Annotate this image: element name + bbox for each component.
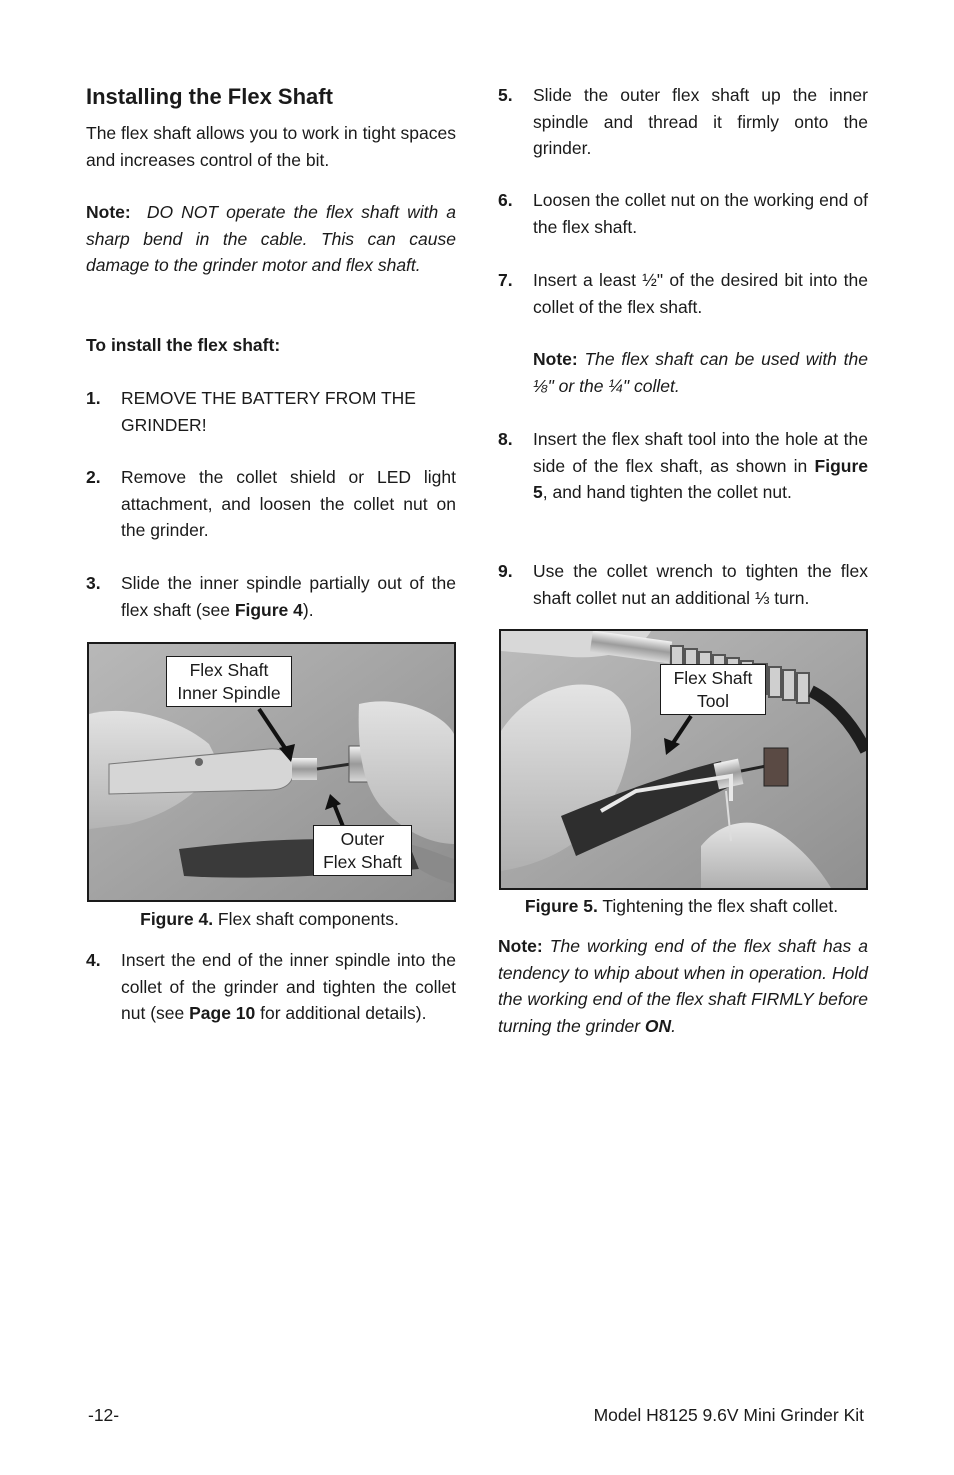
- step-text: Use the collet wrench to tighten the flex shaft collet nut an additional ⅓ turn.: [533, 561, 868, 608]
- step-number: 2.: [86, 467, 101, 487]
- page-number: -12-: [88, 1405, 120, 1425]
- note-text: DO NOT operate the flex shaft with a sharp bend in the cable. This can cause damage to the grinder motor and flex shaft.: [86, 202, 456, 275]
- step-4: [86, 947, 456, 1027]
- step-number: 5.: [498, 85, 513, 105]
- step-9: [498, 558, 868, 611]
- note-label: Note:: [86, 202, 131, 222]
- step-text: Loosen the collet nut on the working end of the flex shaft.: [533, 190, 868, 237]
- callout-flex-shaft-tool: Flex Shaft Tool: [660, 664, 766, 715]
- figure-5-caption: Figure 5. Tightening the flex shaft collet.: [524, 896, 839, 916]
- step-text: Slide the inner spindle partially out of the flex shaft (see Figure 4).: [121, 573, 456, 620]
- step-text: REMOVE THE BATTERY FROM THE GRINDER!: [121, 388, 416, 435]
- install-heading: To install the flex shaft:: [86, 335, 281, 355]
- note-caution: [86, 199, 456, 279]
- note-whip-warning: Note: The working end of the flex shaft has a tendency to whip about when in operation. Hold the working end of the flex shaft FIRMLY before turning the grinder ON.: [498, 936, 869, 1036]
- step-3: [86, 570, 456, 623]
- step-number: 4.: [86, 950, 101, 970]
- step-text: Insert the end of the inner spindle into the collet of the grinder and tighten the collet nut (see Page 10 for additional details).: [121, 950, 456, 1023]
- figure-4-caption: Figure 4. Flex shaft components.: [140, 909, 399, 929]
- step-2: [86, 464, 456, 544]
- model-footer: Model H8125 9.6V Mini Grinder Kit: [593, 1405, 864, 1425]
- step-number: 7.: [498, 270, 513, 290]
- step-5: [498, 82, 868, 162]
- step-7-note: [498, 346, 868, 399]
- figure-5-photo: [499, 629, 868, 890]
- step-7: [498, 267, 868, 320]
- step-text: Slide the outer flex shaft up the inner spindle and thread it firmly onto the grinder.: [533, 85, 868, 158]
- callout-outer-flex-shaft: Outer Flex Shaft: [313, 825, 412, 876]
- step-6: [498, 187, 868, 240]
- step-8: [498, 426, 868, 506]
- step-text: Remove the collet shield or LED light attachment, and loosen the collet nut on the grinder.: [121, 467, 456, 540]
- step-number: 6.: [498, 190, 513, 210]
- step-text: Insert a least ½" of the desired bit into the collet of the flex shaft.: [533, 270, 868, 317]
- section-title: Installing the Flex Shaft: [86, 84, 333, 109]
- intro-paragraph: The flex shaft allows you to work in tight spaces and increases control of the bit.: [86, 123, 456, 170]
- step-number: 3.: [86, 573, 101, 593]
- note-text: Note: The flex shaft can be used with the ⅛" or the ¼" collet.: [533, 349, 868, 396]
- step-number: 1.: [86, 388, 101, 408]
- step-number: 8.: [498, 429, 513, 449]
- step-number: 9.: [498, 561, 513, 581]
- step-text: Insert the flex shaft tool into the hole at the side of the flex shaft, as shown in Figure 5, and hand tighten the collet nut.: [533, 429, 868, 502]
- step-1: [86, 385, 456, 438]
- callout-inner-spindle: Flex Shaft Inner Spindle: [166, 656, 292, 707]
- figure-4-photo: [87, 642, 456, 902]
